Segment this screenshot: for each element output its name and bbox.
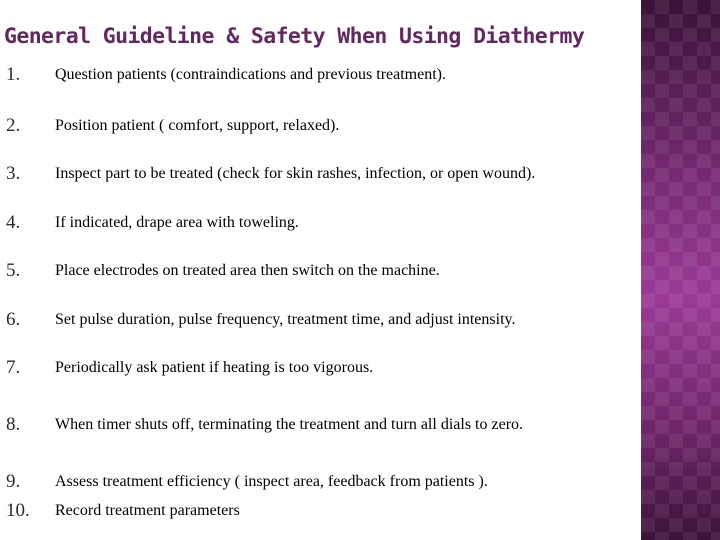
item-text: Question patients (contraindications and previous treatment). xyxy=(55,66,446,83)
item-text: Periodically ask patient if heating is too vigorous. xyxy=(55,359,374,376)
slide-title: General Guideline & Safety When Using Diathermy xyxy=(4,24,585,49)
item-text: Inspect part to be treated (check for skin rashes, infection, or open wound). xyxy=(55,165,536,182)
list-item xyxy=(0,309,640,333)
item-text: When timer shuts off, terminating the treatment and turn all dials to zero. xyxy=(55,416,524,433)
item-text: Assess treatment efficiency ( inspect area, feedback from patients ). xyxy=(55,473,488,490)
item-number: 4. xyxy=(6,212,21,233)
item-number: 3. xyxy=(6,163,21,184)
list-item xyxy=(0,163,640,187)
list-item xyxy=(0,357,640,381)
item-text: Place electrodes on treated area then switch on the machine. xyxy=(55,262,440,279)
list-item xyxy=(0,471,640,495)
item-number: 1. xyxy=(6,64,21,85)
item-text: Position patient ( comfort, support, relaxed). xyxy=(55,117,340,134)
list-item xyxy=(0,414,640,438)
item-number: 6. xyxy=(6,309,21,330)
item-text: Record treatment parameters xyxy=(55,502,240,519)
decorative-sidebar xyxy=(641,0,720,540)
item-number: 2. xyxy=(6,115,21,136)
list-item xyxy=(0,64,640,88)
item-text: If indicated, drape area with toweling. xyxy=(55,214,299,231)
list-item xyxy=(0,212,640,236)
item-number: 5. xyxy=(6,260,21,281)
list-item xyxy=(0,260,640,284)
item-number: 10. xyxy=(6,500,30,521)
list-item xyxy=(0,500,640,524)
list-item xyxy=(0,115,640,139)
item-text: Set pulse duration, pulse frequency, treatment time, and adjust intensity. xyxy=(55,311,516,328)
item-number: 9. xyxy=(6,471,21,492)
item-number: 7. xyxy=(6,357,21,378)
item-number: 8. xyxy=(6,414,21,435)
